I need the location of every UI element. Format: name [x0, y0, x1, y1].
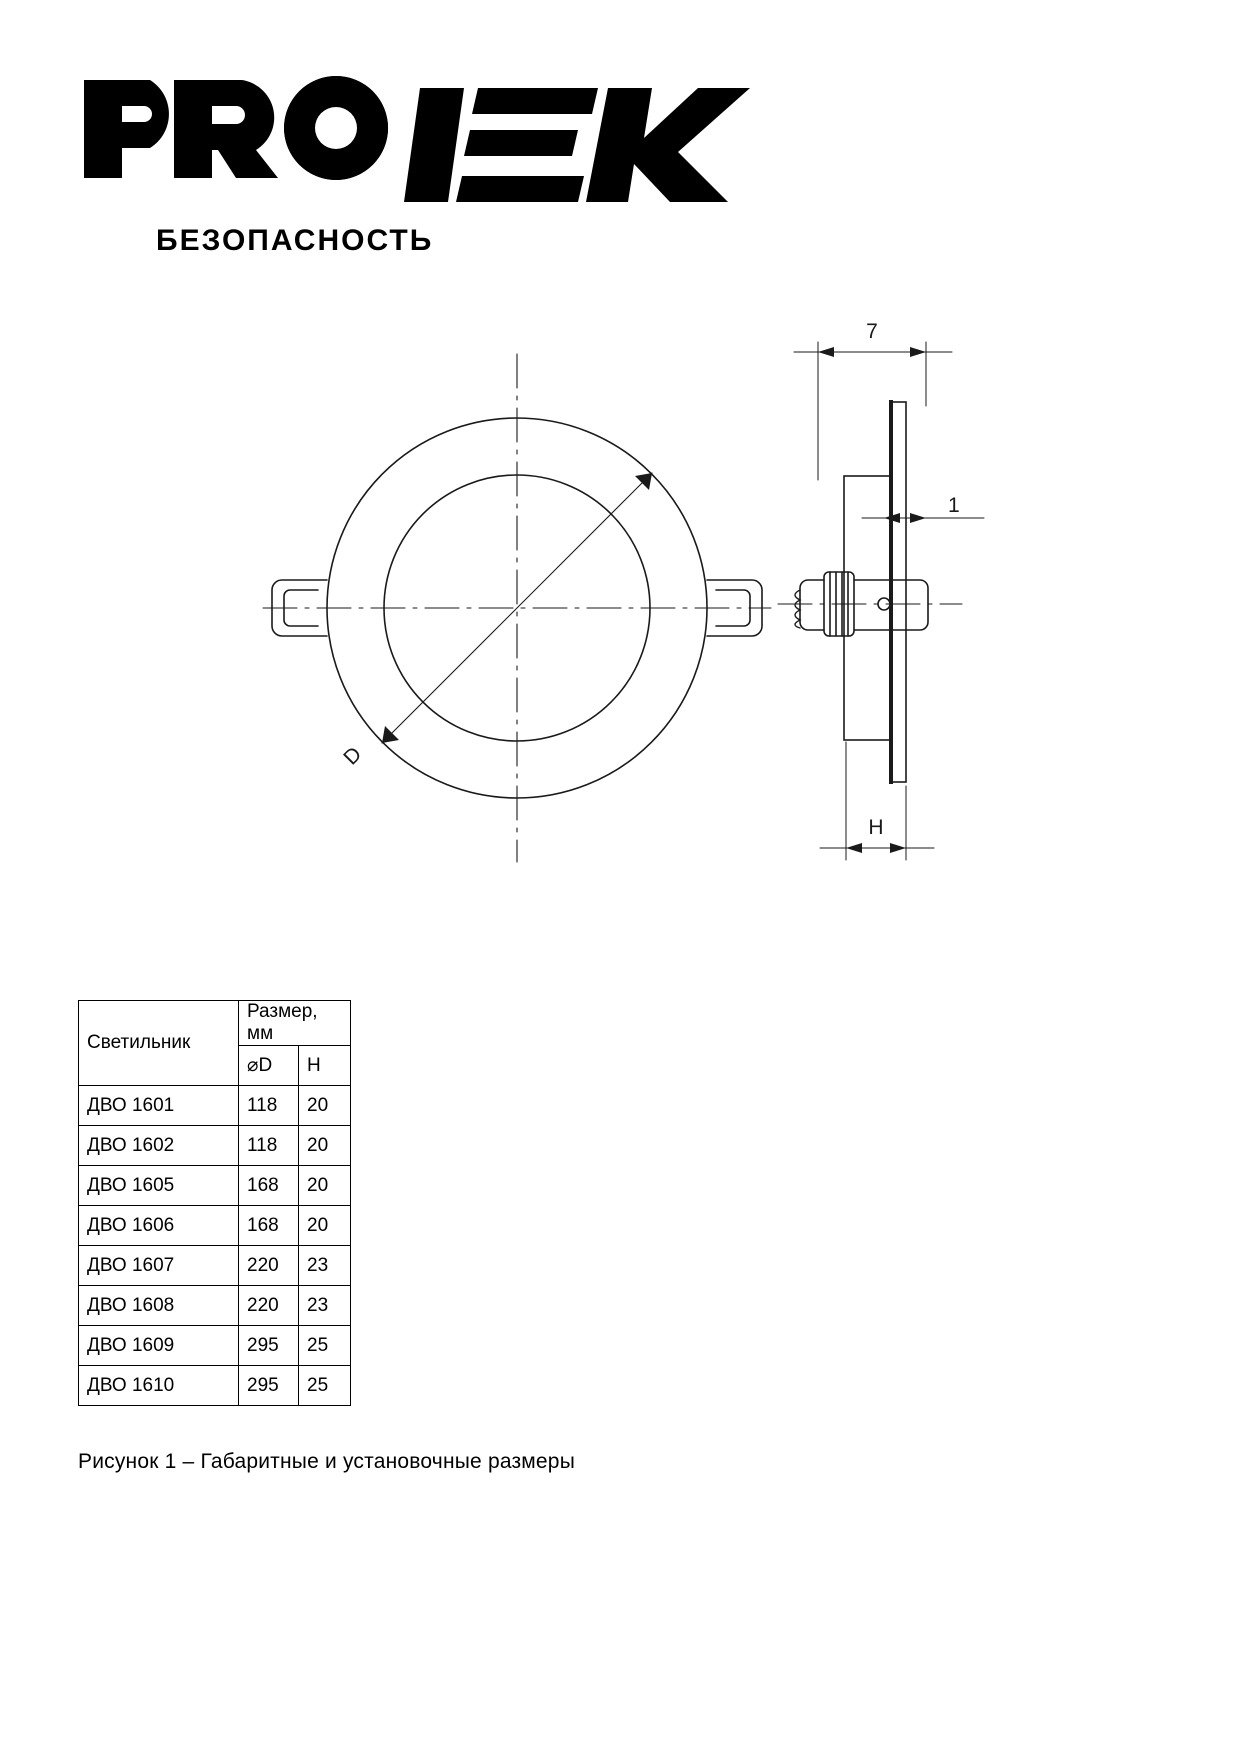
dimensions-table: [78, 1000, 351, 1406]
table-row: [79, 1206, 351, 1246]
diameter-label: D: [339, 742, 367, 770]
cell-diameter: 168: [239, 1206, 299, 1246]
header-size-group: Размер, мм: [239, 1001, 351, 1046]
cell-height: 20: [299, 1166, 351, 1206]
cell-product: ДВО 1605: [79, 1166, 239, 1206]
cell-product: ДВО 1607: [79, 1246, 239, 1286]
cell-product: ДВО 1608: [79, 1286, 239, 1326]
figure-caption: Рисунок 1 – Габаритные и установочные размеры: [78, 1450, 575, 1473]
cell-diameter: 118: [239, 1126, 299, 1166]
cell-height: 25: [299, 1366, 351, 1406]
cell-product: ДВО 1602: [79, 1126, 239, 1166]
table-row: [79, 1166, 351, 1206]
header-diameter: ⌀D: [239, 1046, 299, 1086]
logo-subtitle: БЕЗОПАСНОСТЬ: [156, 224, 434, 257]
table-row: [79, 1366, 351, 1406]
side-view: [778, 320, 984, 860]
cell-diameter: 220: [239, 1286, 299, 1326]
cell-product: ДВО 1609: [79, 1326, 239, 1366]
cell-height: 20: [299, 1206, 351, 1246]
cell-product: ДВО 1610: [79, 1366, 239, 1406]
cell-height: 23: [299, 1286, 351, 1326]
height-dimension-label: H: [868, 816, 884, 839]
cell-height: 25: [299, 1326, 351, 1366]
table-row: [79, 1126, 351, 1166]
table-row: [79, 1286, 351, 1326]
cell-diameter: 295: [239, 1366, 299, 1406]
technical-drawing: [0, 280, 1242, 900]
cell-height: 20: [299, 1126, 351, 1166]
cell-diameter: 168: [239, 1166, 299, 1206]
cell-height: 23: [299, 1246, 351, 1286]
header-height: H: [299, 1046, 351, 1086]
cell-product: ДВО 1601: [79, 1086, 239, 1126]
brand-logo: [78, 60, 718, 257]
cell-diameter: 118: [239, 1086, 299, 1126]
table-row: [79, 1246, 351, 1286]
cell-height: 20: [299, 1086, 351, 1126]
cell-product: ДВО 1606: [79, 1206, 239, 1246]
cell-diameter: 295: [239, 1326, 299, 1366]
front-view: [263, 354, 771, 862]
table-row: [79, 1326, 351, 1366]
top-dimension-label: 7: [866, 320, 878, 343]
cell-diameter: 220: [239, 1246, 299, 1286]
table-row: [79, 1086, 351, 1126]
header-product: Светильник: [79, 1001, 239, 1086]
table-header-row-1: [79, 1001, 351, 1046]
gap-dimension-label: 1: [948, 494, 960, 517]
